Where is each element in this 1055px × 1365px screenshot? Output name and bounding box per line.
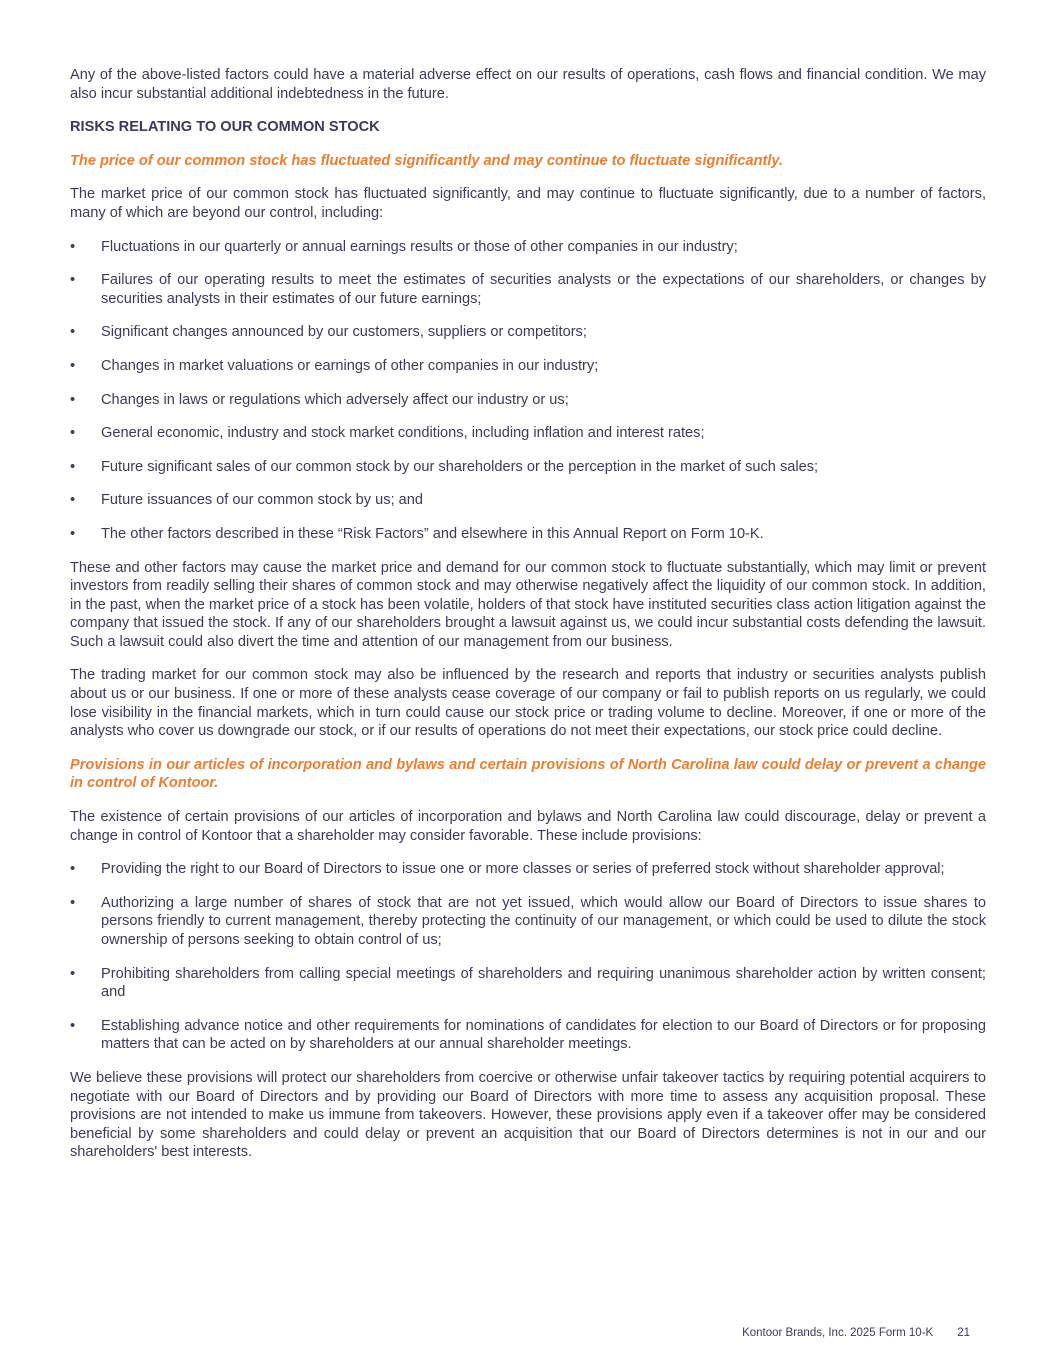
bullet-icon: •	[70, 425, 76, 442]
section-heading: RISKS RELATING TO OUR COMMON STOCK	[70, 119, 380, 136]
list-item: • Changes in laws or regulations which adversely affect our industry or us;	[70, 391, 569, 408]
bullet-icon: •	[70, 238, 76, 255]
risk1-intro-paragraph: The market price of our common stock has fluctuated significantly, and may continue to fluctuate significantly, due to a number of factors, many of which are beyond our control, including:	[70, 186, 986, 221]
list-item: • The other factors described in these “Risk Factors” and elsewhere in this Annual Report on Form 10-K.	[70, 525, 764, 542]
risk2-paragraph-2: We believe these provisions will protect our shareholders from coercive or otherwise unfair takeover tactics by requiring potential acquirers to negotiate with our Board of Directors and by providing our Board of Directors with more time to assess any acquisition proposal. These provisions are not intended to make us immune from takeovers. However, these provisions apply even if a takeover offer may be considered beneficial by some shareholders and could delay or prevent an acquisition that our Board of Directors determines is not in our and our shareholders' best interests.	[70, 1069, 986, 1161]
list-item: • Fluctuations in our quarterly or annual earnings results or those of other companies in our industry;	[70, 238, 738, 255]
document-page	[70, 66, 986, 1177]
bullet-icon: •	[70, 965, 76, 982]
risk1-paragraph-2: These and other factors may cause the market price and demand for our common stock to fluctuate substantially, which may limit or prevent investors from readily selling their shares of common stock and may otherwise negatively affect the liquidity of our common stock. In addition, in the past, when the market price of a stock has been volatile, holders of that stock have instituted securities class action litigation against the company that issued the stock. If any of our shareholders brought a lawsuit against us, we could incur substantial costs defending the lawsuit. Such a lawsuit could also divert the time and attention of our management from our business.	[70, 559, 986, 650]
bullet-icon: •	[70, 861, 76, 878]
list-item: • Future issuances of our common stock by us; and	[70, 492, 424, 509]
list-item: • Failures of our operating results to meet the estimates of securities analysts or the expectations of our shareholders, or changes by securities analysts in their estimates of our future earnings;	[70, 272, 986, 307]
bullet-icon: •	[70, 272, 76, 289]
bullet-icon: •	[70, 391, 76, 408]
page-footer	[0, 1327, 970, 1339]
risk2-intro-paragraph: The existence of certain provisions of our articles of incorporation and bylaws and North Carolina law could discourage, delay or prevent a change in control of Kontoor that a shareholder may consider favorable. These include provisions:	[70, 809, 986, 844]
list-item: • Establishing advance notice and other requirements for nominations of candidates for election to our Board of Directors or for proposing matters that can be acted on by shareholders at our annual shareholder meetings.	[70, 1017, 986, 1053]
bullet-icon: •	[70, 492, 76, 509]
bullet-icon: •	[70, 458, 76, 475]
footer-text: Kontoor Brands, Inc. 2025 Form 10-K	[742, 1327, 934, 1339]
list-item: • Prohibiting shareholders from calling special meetings of shareholders and requiring unanimous shareholder action by written consent; and	[70, 965, 986, 1001]
list-item: • Providing the right to our Board of Directors to issue one or more classes or series of preferred stock without shareholder approval;	[70, 861, 945, 878]
bullet-icon: •	[70, 1017, 76, 1034]
bullet-icon: •	[70, 324, 76, 341]
list-item: • Significant changes announced by our customers, suppliers or competitors;	[70, 324, 587, 341]
bullet-icon: •	[70, 357, 76, 374]
list-item: • General economic, industry and stock market conditions, including inflation and interest rates;	[70, 425, 705, 442]
page-number: 21	[957, 1327, 970, 1339]
risk1-paragraph-3: The trading market for our common stock may also be influenced by the research and reports that industry or securities analysts publish about us or our business. If one or more of these analysts cease coverage of our company or fail to publish reports on us regularly, we could lose visibility in the financial markets, which in turn could cause our stock price or trading volume to decline. Moreover, if one or more of the analysts who cover us downgrade our stock, or if our results of operations do not meet their expectations, our stock price could decline.	[70, 667, 986, 740]
list-item: • Future significant sales of our common stock by our shareholders or the perception in the market of such sales;	[70, 458, 819, 475]
risk1-factor-list	[70, 238, 986, 544]
risk2-provision-list	[70, 860, 986, 1054]
risk-title-change-in-control: Provisions in our articles of incorporation and bylaws and certain provisions of North Carolina law could delay or prevent a change in control of Kontoor.	[70, 756, 986, 792]
bullet-icon: •	[70, 525, 76, 542]
intro-paragraph: Any of the above-listed factors could have a material adverse effect on our results of operations, cash flows and financial condition. We may also incur substantial additional indebtedness in the future.	[70, 67, 986, 102]
list-item: • Authorizing a large number of shares of stock that are not yet issued, which would allow our Board of Directors to issue shares to persons friendly to current management, thereby protecting the continuity of our management, or which could be used to dilute the stock ownership of persons seeking to obtain control of us;	[70, 894, 986, 948]
risk-title-stock-price: The price of our common stock has fluctuated significantly and may continue to fluctuate significantly.	[70, 152, 784, 169]
bullet-icon: •	[70, 894, 76, 911]
list-item: • Changes in market valuations or earnings of other companies in our industry;	[70, 357, 599, 374]
